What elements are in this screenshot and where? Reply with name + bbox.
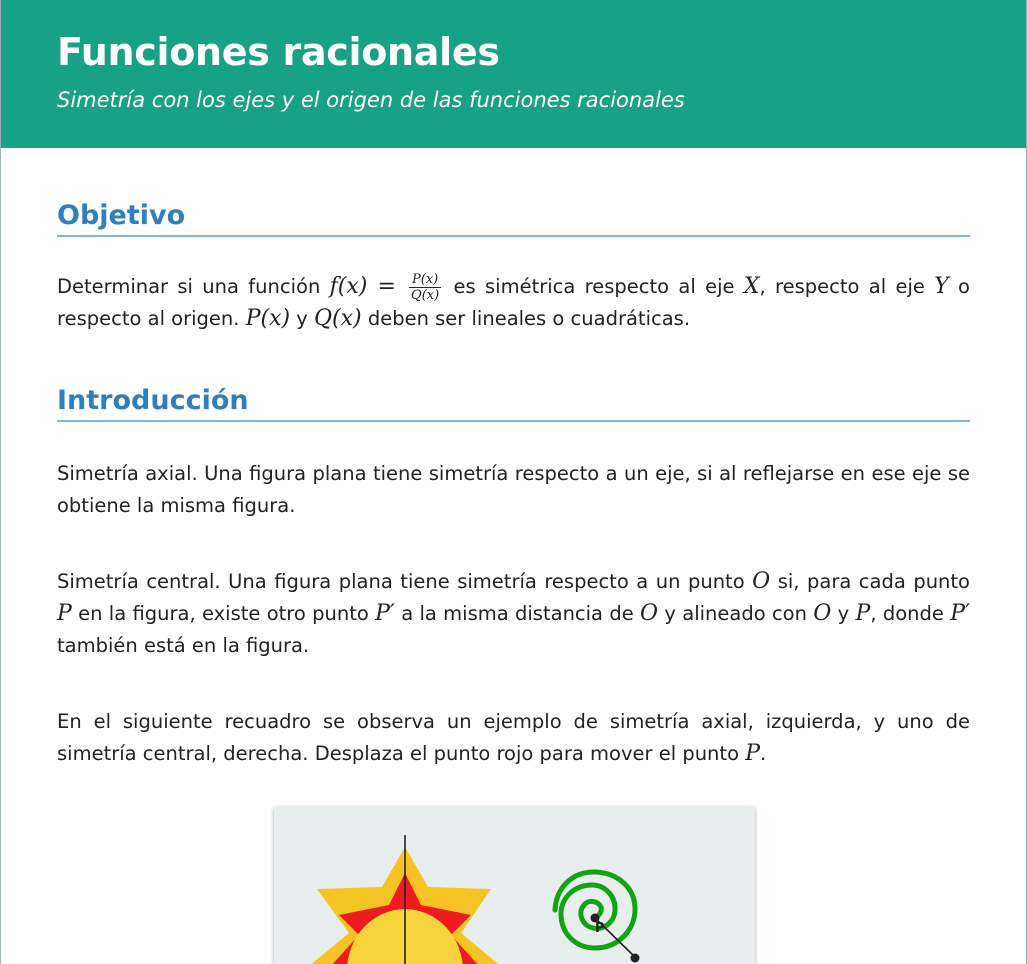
math-X: X [743, 274, 760, 299]
text: también está en la figura. [57, 634, 310, 657]
center-o-marker [631, 954, 640, 963]
math-Y: Y [934, 274, 949, 299]
text: , respecto al eje [759, 275, 935, 298]
text: en la figura, existe otro punto [71, 602, 376, 625]
page-subtitle: Simetría con los ejes y el origen de las funciones racionales [57, 88, 685, 112]
math-O: O [640, 601, 659, 626]
text: Determinar si una función [57, 275, 330, 298]
math-Qx: Q(x) [314, 306, 362, 331]
text: En el siguiente recuadro se observa un ejemplo de simetría axial, izquierda, y uno de simetría central, derecha. Desplaza el punto rojo para mover el punto [57, 710, 970, 765]
math-O: O [813, 601, 832, 626]
text: y alineado con [658, 602, 814, 625]
math-P: P [855, 601, 871, 626]
math-O: O [752, 569, 771, 594]
text: y [290, 307, 315, 330]
paragraph-simetria-axial: Simetría axial. Una figura plana tiene simetría respecto a un eje, si al reflejarse en ese eje se obtiene la misma figura. [57, 462, 970, 517]
text: y [831, 602, 856, 625]
page-header [1, 0, 1026, 148]
fraction-numerator: P(x) [409, 272, 441, 288]
text: es simétrica respecto al eje [444, 275, 744, 298]
text: , donde [870, 602, 951, 625]
spiral-curve [555, 872, 635, 948]
math-P: P [57, 601, 72, 626]
fraction-denominator: Q(x) [411, 288, 440, 303]
text: a la misma distancia de [394, 602, 641, 625]
text: o respecto al origen. [57, 275, 970, 330]
heading-introduccion: Introducción [57, 385, 970, 422]
text: Simetría central. Una figura plana tiene simetría respecto a un punto [57, 570, 753, 593]
text: . [760, 742, 767, 765]
paragraph-recuadro [57, 706, 970, 770]
math-fraction [409, 272, 441, 303]
paragraph-simetria-central [57, 566, 970, 662]
math-Px: P(x) [245, 306, 291, 331]
text: si, para cada punto [770, 570, 970, 593]
symmetry-canvas[interactable] [274, 807, 755, 964]
text: deben ser lineales o cuadráticas. [361, 307, 691, 330]
objetivo-paragraph [57, 271, 970, 335]
math-P-prime: P′ [375, 601, 395, 626]
point-p-label: P [595, 921, 605, 936]
math-fx: f(x) = [329, 274, 407, 299]
heading-objetivo: Objetivo [57, 200, 970, 237]
page-title: Funciones racionales [57, 30, 500, 74]
symmetry-interactive[interactable] [274, 807, 755, 964]
main-content [1, 200, 1026, 770]
math-P-prime: P′ [950, 601, 971, 626]
math-P: P [745, 741, 761, 766]
